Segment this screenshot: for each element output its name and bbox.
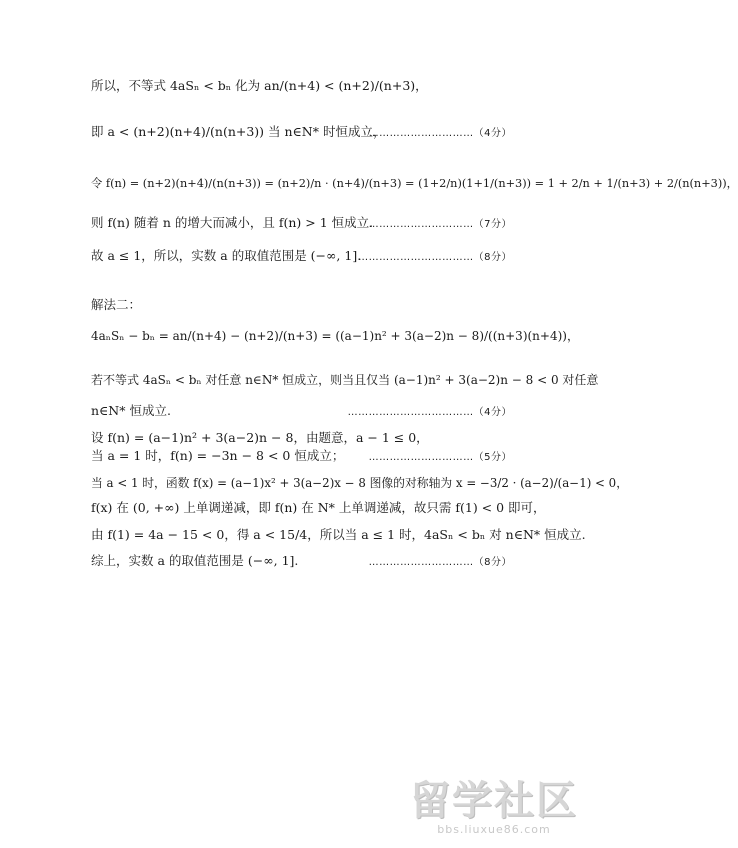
text-line-3: 令 f(n) = (n+2)(n+4)/(n(n+3)) = (n+2)/n · (n+4)/(n+3) = (1+2/n)(1+1/(n+3)) = 1 + 2/n + 1/(n+3) + 2/(n(n+3))， — [91, 177, 738, 190]
section-heading-method-2: 解法二： — [91, 297, 142, 312]
score-mark-2: …………………………（7分） — [368, 219, 512, 230]
watermark-url: bbs.liuxue86.com — [437, 823, 551, 836]
score-mark-1: …………………………（4分） — [368, 128, 512, 139]
watermark — [410, 779, 578, 836]
score-mark-6: …………………………（8分） — [368, 557, 512, 568]
text-line-1: 所以，不等式 4aSₙ < bₙ 化为 an/(n+4) < (n+2)/(n+3)， — [91, 78, 428, 93]
text-line-5: 故 a ≤ 1，所以，实数 a 的取值范围是 (−∞, 1]. — [91, 248, 362, 263]
score-mark-3: ……………………………（8分） — [358, 252, 512, 263]
score-mark-4: ………………………………（4分） — [347, 407, 512, 418]
text-line-14: 综上，实数 a 的取值范围是 (−∞, 1]. — [91, 553, 299, 568]
text-line-11: 当 a < 1 时，函数 f(x) = (a−1)x² + 3(a−2)x − 8 图像的对称轴为 x = −3/2 · (a−2)/(a−1) < 0， — [91, 476, 628, 490]
score-mark-5: …………………………（5分） — [368, 452, 512, 463]
text-line-10: 当 a = 1 时，f(n) = −3n − 8 < 0 恒成立； — [91, 448, 345, 463]
text-line-9: 设 f(n) = (a−1)n² + 3(a−2)n − 8，由题意，a − 1 ≤ 0， — [91, 430, 429, 445]
text-line-7: 若不等式 4aSₙ < bₙ 对任意 n∈N* 恒成立，则当且仅当 (a−1)n² + 3(a−2)n − 8 < 0 对任意 — [91, 373, 599, 387]
text-line-13: 由 f(1) = 4a − 15 < 0，得 a < 15/4，所以当 a ≤ 1 时，4aSₙ < bₙ 对 n∈N* 恒成立. — [91, 527, 586, 542]
text-line-2: 即 a < (n+2)(n+4)/(n(n+3)) 当 n∈N* 时恒成立， — [91, 124, 386, 139]
text-line-8: n∈N* 恒成立. — [91, 403, 171, 418]
text-line-4: 则 f(n) 随着 n 的增大而减小，且 f(n) > 1 恒成立. — [91, 215, 374, 230]
text-line-6: 4aₙSₙ − bₙ = an/(n+4) − (n+2)/(n+3) = ((a−1)n² + 3(a−2)n − 8)/((n+3)(n+4))， — [91, 329, 579, 343]
watermark-logo-text: 留学社区 — [410, 778, 578, 824]
text-line-12: f(x) 在 (0, +∞) 上单调递减，即 f(n) 在 N* 上单调递减，故只需 f(1) < 0 即可， — [91, 500, 546, 515]
